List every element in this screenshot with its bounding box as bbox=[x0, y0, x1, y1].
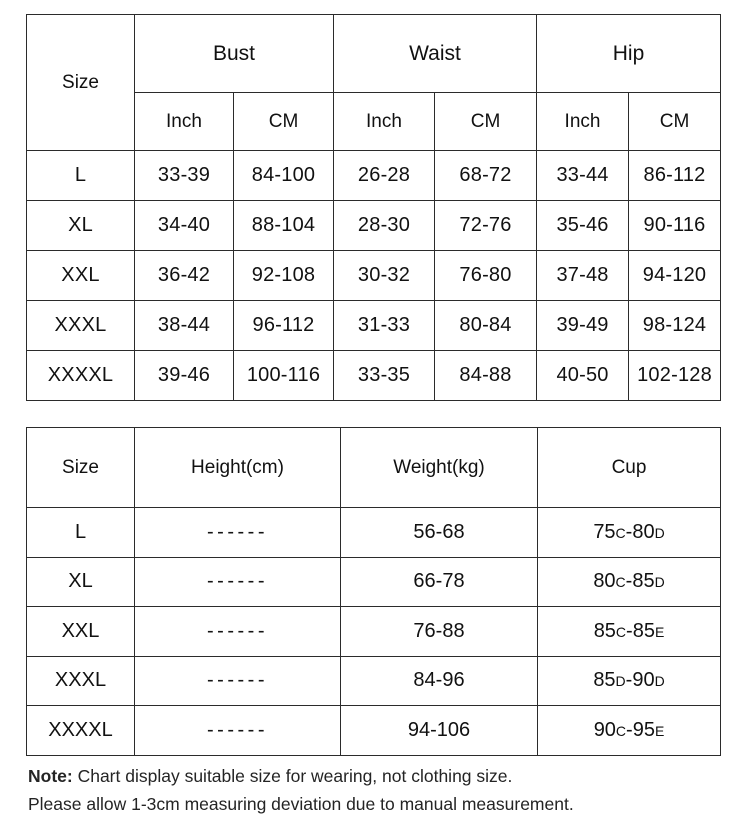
cell-height: ------ bbox=[135, 607, 341, 657]
cell-hip-cm: 86-112 bbox=[629, 151, 721, 201]
bodyspec-table-body bbox=[27, 508, 721, 756]
cell-size: XXXL bbox=[27, 656, 135, 706]
column-header-hip: Hip bbox=[537, 15, 721, 93]
bodyspec-table-head bbox=[27, 428, 721, 508]
cell-cup: 85d-90d bbox=[538, 656, 721, 706]
table-row bbox=[27, 251, 721, 301]
cell-hip-cm: 102-128 bbox=[629, 351, 721, 401]
table-row bbox=[27, 557, 721, 607]
cell-weight: 94-106 bbox=[341, 706, 538, 756]
cell-size: L bbox=[27, 508, 135, 558]
cell-bust-cm: 96-112 bbox=[234, 301, 334, 351]
cell-height: ------ bbox=[135, 706, 341, 756]
cell-hip-inch: 39-49 bbox=[537, 301, 629, 351]
column-header-waist-cm: CM bbox=[435, 93, 537, 151]
cell-waist-cm: 72-76 bbox=[435, 201, 537, 251]
note-text-1: Chart display suitable size for wearing, not clothing size. bbox=[72, 766, 513, 786]
table-row bbox=[27, 151, 721, 201]
table-row bbox=[27, 508, 721, 558]
cell-size: XXXL bbox=[27, 301, 135, 351]
cell-size: XL bbox=[27, 557, 135, 607]
cell-weight: 76-88 bbox=[341, 607, 538, 657]
column-header-bust-inch: Inch bbox=[135, 93, 234, 151]
cell-waist-inch: 26-28 bbox=[334, 151, 435, 201]
cell-waist-cm: 68-72 bbox=[435, 151, 537, 201]
table-row bbox=[27, 706, 721, 756]
cell-height: ------ bbox=[135, 656, 341, 706]
column-header-bust: Bust bbox=[135, 15, 334, 93]
cell-hip-inch: 33-44 bbox=[537, 151, 629, 201]
column-header-cup: Cup bbox=[538, 428, 721, 508]
cell-bust-inch: 38-44 bbox=[135, 301, 234, 351]
cell-size: XXL bbox=[27, 607, 135, 657]
cell-size: XXL bbox=[27, 251, 135, 301]
cell-size: XXXXL bbox=[27, 706, 135, 756]
cell-size: XXXXL bbox=[27, 351, 135, 401]
cell-size: L bbox=[27, 151, 135, 201]
note-label: Note: bbox=[28, 766, 73, 786]
column-header-hip-inch: Inch bbox=[537, 93, 629, 151]
cell-height: ------ bbox=[135, 557, 341, 607]
cell-cup: 80c-85d bbox=[538, 557, 721, 607]
cell-waist-inch: 30-32 bbox=[334, 251, 435, 301]
bodyspec-size-table bbox=[26, 427, 721, 756]
cell-height: ------ bbox=[135, 508, 341, 558]
cell-hip-inch: 37-48 bbox=[537, 251, 629, 301]
column-header-weight: Weight(kg) bbox=[341, 428, 538, 508]
chart-note bbox=[28, 762, 728, 818]
measurements-table-body bbox=[27, 151, 721, 401]
cell-cup: 90c-95e bbox=[538, 706, 721, 756]
cell-bust-inch: 39-46 bbox=[135, 351, 234, 401]
table-row bbox=[27, 201, 721, 251]
measurements-table-head bbox=[27, 15, 721, 151]
column-header-size: Size bbox=[27, 15, 135, 151]
header-row bbox=[27, 428, 721, 508]
note-line-2: Please allow 1-3cm measuring deviation due to manual measurement. bbox=[28, 794, 574, 814]
measurements-size-table bbox=[26, 14, 721, 401]
cell-waist-cm: 84-88 bbox=[435, 351, 537, 401]
table-row bbox=[27, 351, 721, 401]
cell-bust-inch: 36-42 bbox=[135, 251, 234, 301]
cell-waist-cm: 76-80 bbox=[435, 251, 537, 301]
cell-weight: 56-68 bbox=[341, 508, 538, 558]
cell-hip-cm: 90-116 bbox=[629, 201, 721, 251]
cell-weight: 84-96 bbox=[341, 656, 538, 706]
column-header-height: Height(cm) bbox=[135, 428, 341, 508]
cell-cup: 75c-80d bbox=[538, 508, 721, 558]
cell-bust-inch: 33-39 bbox=[135, 151, 234, 201]
cell-waist-inch: 28-30 bbox=[334, 201, 435, 251]
column-header-hip-cm: CM bbox=[629, 93, 721, 151]
cell-waist-cm: 80-84 bbox=[435, 301, 537, 351]
cell-bust-cm: 84-100 bbox=[234, 151, 334, 201]
column-header-waist: Waist bbox=[334, 15, 537, 93]
cell-bust-cm: 100-116 bbox=[234, 351, 334, 401]
cell-cup: 85c-85e bbox=[538, 607, 721, 657]
column-header-size: Size bbox=[27, 428, 135, 508]
column-header-waist-inch: Inch bbox=[334, 93, 435, 151]
cell-hip-inch: 40-50 bbox=[537, 351, 629, 401]
cell-weight: 66-78 bbox=[341, 557, 538, 607]
column-header-bust-cm: CM bbox=[234, 93, 334, 151]
cell-hip-cm: 94-120 bbox=[629, 251, 721, 301]
table-row bbox=[27, 656, 721, 706]
note-line-1 bbox=[28, 762, 728, 790]
table-row bbox=[27, 301, 721, 351]
cell-bust-inch: 34-40 bbox=[135, 201, 234, 251]
cell-size: XL bbox=[27, 201, 135, 251]
cell-waist-inch: 33-35 bbox=[334, 351, 435, 401]
cell-hip-cm: 98-124 bbox=[629, 301, 721, 351]
header-row-groups bbox=[27, 15, 721, 93]
cell-hip-inch: 35-46 bbox=[537, 201, 629, 251]
cell-bust-cm: 88-104 bbox=[234, 201, 334, 251]
cell-waist-inch: 31-33 bbox=[334, 301, 435, 351]
cell-bust-cm: 92-108 bbox=[234, 251, 334, 301]
table-row bbox=[27, 607, 721, 657]
